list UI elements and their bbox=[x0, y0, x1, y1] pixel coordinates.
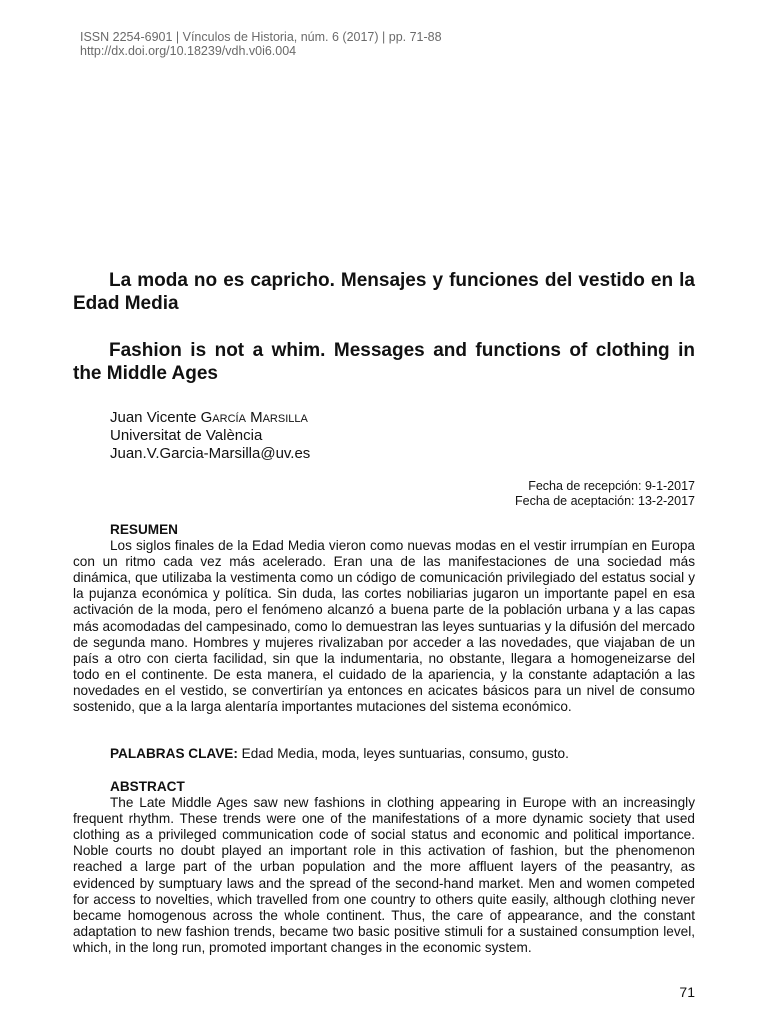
author-name: Juan Vicente García Marsilla bbox=[110, 409, 308, 426]
keywords-section bbox=[73, 746, 732, 762]
article-titles bbox=[73, 269, 695, 385]
journal-header bbox=[80, 30, 442, 58]
resumen-heading: RESUMEN bbox=[110, 522, 178, 537]
author-affiliation: Universitat de València bbox=[110, 427, 263, 444]
title-english: Fashion is not a whim. Messages and functions of clothing in the Middle Ages bbox=[73, 340, 695, 384]
resumen-section bbox=[73, 522, 695, 715]
keywords-text: Edad Media, moda, leyes suntuarias, consumo, gusto. bbox=[241, 746, 569, 761]
author-email[interactable]: Juan.V.Garcia-Marsilla@uv.es bbox=[110, 445, 311, 462]
keywords-label: PALABRAS CLAVE: bbox=[110, 746, 238, 761]
abstract-heading: ABSTRACT bbox=[110, 779, 185, 794]
abstract-section bbox=[73, 779, 695, 956]
received-date: Fecha de recepción: 9-1-2017 bbox=[528, 479, 695, 493]
title-spanish: La moda no es capricho. Mensajes y funciones del vestido en la Edad Media bbox=[73, 270, 695, 314]
submission-dates bbox=[515, 479, 695, 509]
accepted-date: Fecha de aceptación: 13-2-2017 bbox=[515, 494, 695, 508]
abstract-text: The Late Middle Ages saw new fashions in clothing appearing in Europe with an increasingly frequent rhythm. These trends were one of the manifestations of a more dynamic society that used clothing as a privileged communication code of social status and economic and political importance. Noble courts no doubt played an important role in this activation of fashion, but the phenomenon reached a large part of the urban population and the more affluent layers of the peasantry, as evidenced by sumptuary laws and the spread of the second-hand market. Men and women competed for access to novelties, which travelled from one country to others quite easily, although clothing never became homogenous across the whole continent. Thus, the care of appearance, and the constant adaptation to new fashion trends, became two basic positive stimuli for a sustained consumption level, which, in the long run, promoted important changes in the economic system. bbox=[73, 795, 695, 955]
resumen-text: Los siglos finales de la Edad Media vieron como nuevas modas en el vestir irrumpían en Europa con un ritmo cada vez más acelerado. Eran una de las manifestaciones de una sociedad más dinámica, que utilizaba la vestimenta como un código de comunicación privilegiado del estatus social y la pujanza económica y política. Sin duda, las cortes nobiliarias jugaron un importante papel en esa activación de la moda, pero el fenómeno alcanzó a buena parte de la población urbana y a las capas más acomodadas del campesinado, como lo demuestran las leyes suntuarias y la difusión del mercado de segunda mano. Hombres y mujeres rivalizaban por acceder a las novedades, que viajaban de un país a otro con cierta facilidad, sin que la indumentaria, no obstante, llegara a homogeneizarse del todo en el continente. De esta manera, el cuidado de la apariencia, y la constante adaptación a las novedades en el vestido, se convertirían ya entonces en acicates básicos para un nivel de consumo sostenido, que a la larga alentaría importantes mutaciones del sistema económico. bbox=[73, 538, 695, 715]
doi-link[interactable]: http://dx.doi.org/10.18239/vdh.v0i6.004 bbox=[80, 44, 297, 58]
citation-line: ISSN 2254-6901 | Vínculos de Historia, núm. 6 (2017) | pp. 71-88 bbox=[80, 30, 442, 44]
page-number: 71 bbox=[679, 984, 695, 1000]
author-block bbox=[110, 409, 310, 463]
